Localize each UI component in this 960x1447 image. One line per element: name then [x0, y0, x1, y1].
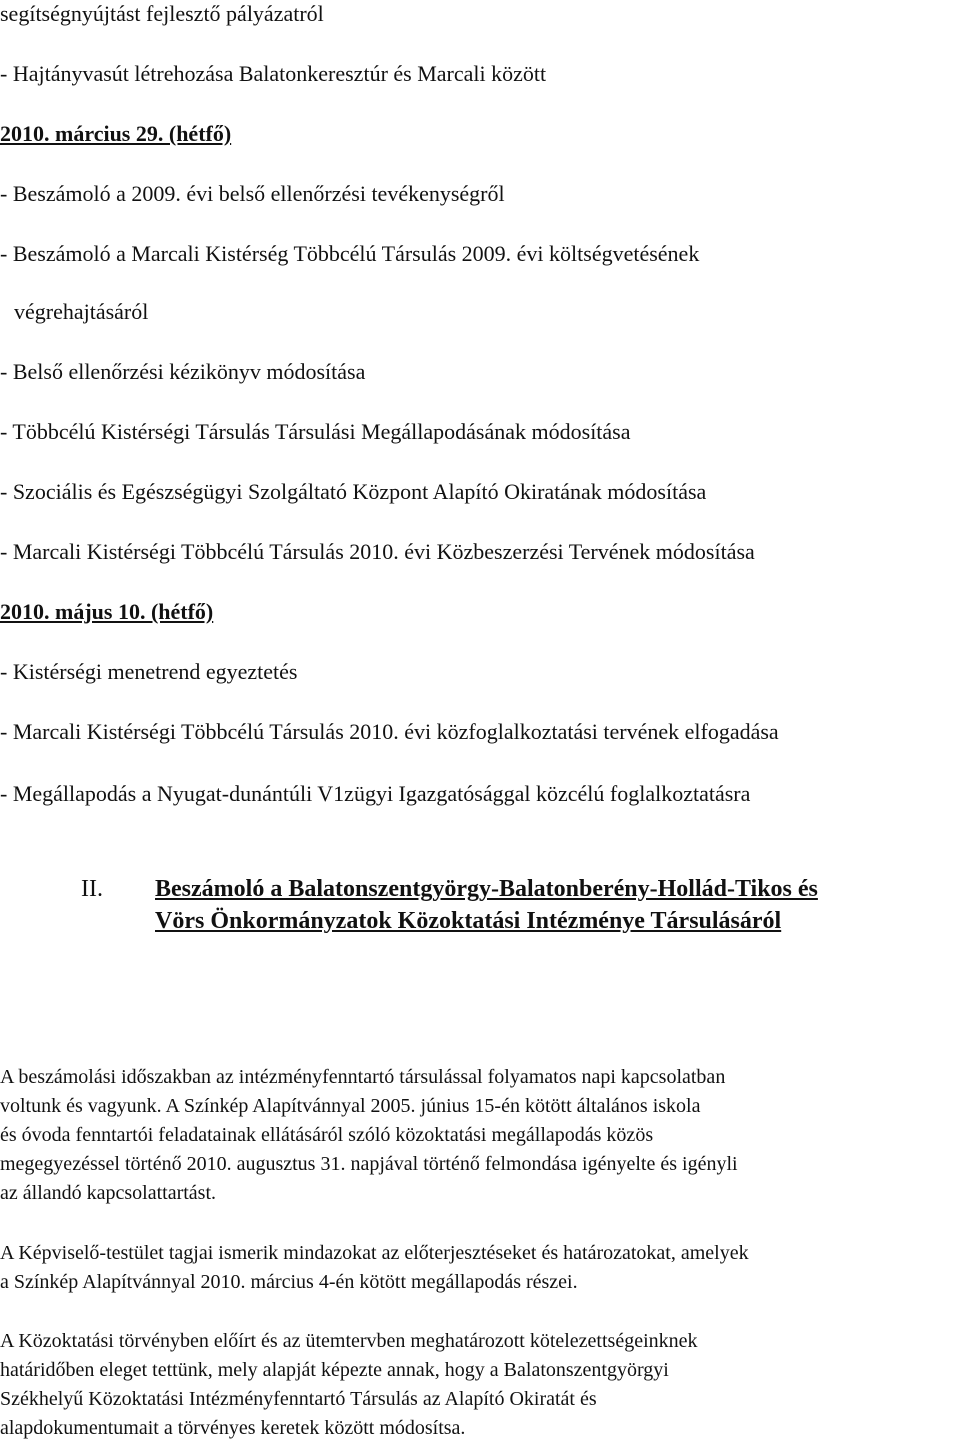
paragraph-line: az állandó kapcsolattartást.	[0, 1182, 217, 1204]
agenda-item: - Hajtányvasút létrehozása Balatonkeresztúr és Marcali között	[0, 61, 547, 86]
paragraph-line: A Képviselő-testület tagjai ismerik mindazokat az előterjesztéseket és határozatokat, amelyek	[0, 1242, 749, 1264]
body-paragraph	[0, 1239, 960, 1297]
body-paragraph	[0, 1063, 960, 1208]
agenda-date-heading: 2010. május 10. (hétfő)	[0, 599, 214, 624]
section-title-line-2: Vörs Önkormányzatok Közoktatási Intézménye Társulásáról	[155, 908, 782, 934]
paragraph-line: A Közoktatási törvényben előírt és az ütemtervben meghatározott kötelezettségeinknek	[0, 1330, 698, 1352]
paragraph-line: voltunk és vagyunk. A Színkép Alapítvánnyal 2005. június 15-én kötött általános iskola	[0, 1095, 701, 1117]
agenda-item: - Kistérségi menetrend egyeztetés	[0, 659, 298, 684]
section-number: II.	[81, 876, 103, 902]
agenda-item: - Szociális és Egészségügyi Szolgáltató Központ Alapító Okiratának módosítása	[0, 479, 707, 504]
agenda-date-heading: 2010. március 29. (hétfő)	[0, 121, 232, 146]
paragraph-line: Székhelyű Közoktatási Intézményfenntartó Társulás az Alapító Okiratát és	[0, 1388, 597, 1410]
body-paragraph	[0, 1327, 960, 1443]
agenda-item: - Megállapodás a Nyugat-dunántúli V1zügyi Igazgatósággal közcélú foglalkoztatásra	[0, 781, 751, 806]
paragraph-line: alapdokumentumait a törvényes keretek között módosítsa.	[0, 1417, 466, 1439]
section-title-line-1: Beszámoló a Balatonszentgyörgy-Balatonberény-Hollád-Tikos és	[155, 876, 818, 902]
paragraph-line: A beszámolási időszakban az intézményfenntartó társulással folyamatos napi kapcsolatban	[0, 1066, 726, 1088]
agenda-item: - Belső ellenőrzési kézikönyv módosítása	[0, 359, 366, 384]
paragraph-line: a Színkép Alapítvánnyal 2010. március 4-én kötött megállapodás részei.	[0, 1271, 578, 1293]
agenda-item: segítségnyújtást fejlesztő pályázatról	[0, 1, 324, 26]
agenda-item: - Beszámoló a Marcali Kistérség Többcélú Társulás 2009. évi költségvetésének	[0, 241, 700, 266]
agenda-item: - Többcélú Kistérségi Társulás Társulási Megállapodásának módosítása	[0, 419, 631, 444]
agenda-item-continuation: végrehajtásáról	[14, 299, 149, 324]
agenda-item: - Marcali Kistérségi Többcélú Társulás 2010. évi Közbeszerzési Tervének módosítása	[0, 539, 755, 564]
agenda-item: - Marcali Kistérségi Többcélú Társulás 2010. évi közfoglalkoztatási tervének elfogadása	[0, 719, 779, 744]
paragraph-line: megegyezéssel történő 2010. augusztus 31. napjával történő felmondása igényelte és igényli	[0, 1153, 738, 1175]
agenda-item: - Beszámoló a 2009. évi belső ellenőrzési tevékenységről	[0, 181, 505, 206]
paragraph-line: és óvoda fenntartói feladatainak ellátásáról szóló közoktatási megállapodás közös	[0, 1124, 654, 1146]
paragraph-line: határidőben eleget tettünk, mely alapját képezte annak, hogy a Balatonszentgyörgyi	[0, 1359, 669, 1381]
